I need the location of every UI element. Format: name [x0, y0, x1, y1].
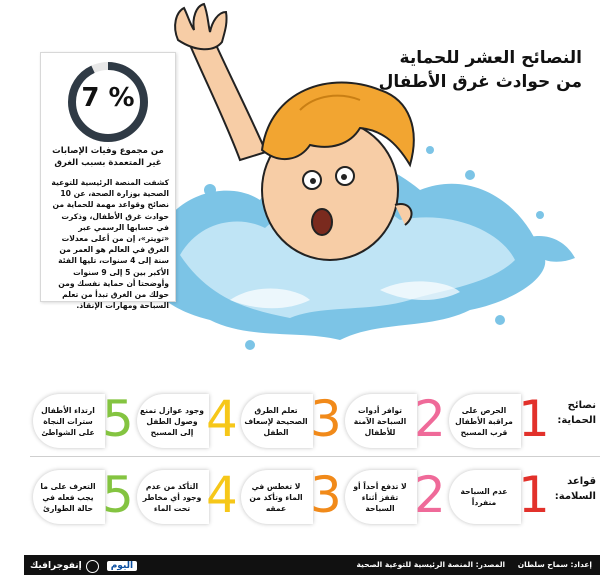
tip-card [241, 388, 342, 452]
tip-number: 5 [102, 466, 134, 524]
tip-number: 4 [206, 466, 238, 524]
tip-number: 1 [518, 466, 550, 524]
tip-card [33, 464, 134, 528]
tip-text: التأكد من عدم وجود أي مخاطر تحت الماء [142, 481, 202, 513]
tip-number: 3 [310, 466, 342, 524]
tip-card [345, 464, 446, 528]
percentage-ring [65, 59, 151, 145]
percentage-value: 7 % [81, 83, 135, 113]
tip-number: 2 [414, 466, 446, 524]
tip-text: الحرص على مراقبة الأطفال قرب المسبح [455, 405, 513, 437]
title-line-2: من حوادث غرق الأطفال [378, 72, 582, 92]
tip-number: 1 [518, 390, 550, 448]
tip-text: التعرف على ما يجب فعله في حالة الطوارئ [40, 481, 96, 513]
section-label: قواعد السلامة: [554, 476, 596, 502]
raised-arm [175, 4, 266, 160]
credits [346, 560, 592, 569]
tip-number: 5 [102, 390, 134, 448]
tip-card [137, 464, 238, 528]
protection-tips-section [30, 382, 600, 458]
brand-subtitle: إنفوجرافيك [30, 561, 82, 571]
title-line-1: النصائح العشر للحماية [399, 48, 582, 68]
tip-text: لا تدفع أحداً أو تقفز أثناء السباحة [353, 481, 407, 513]
tip-text: توافر أدوات السباحة الآمنة للأطفال [353, 405, 407, 437]
tip-text: تعلم الطرق الصحيحة لإسعاف الطفل [244, 405, 308, 437]
tip-text: وجود عوازل تمنع وصول الطفل إلى المسبح [140, 405, 204, 437]
footer [24, 553, 600, 579]
safety-rules-section [30, 458, 600, 534]
tip-text: عدم السباحة منفرداً [460, 487, 508, 507]
stat-panel [40, 52, 176, 311]
tip-number: 2 [414, 390, 446, 448]
section-label: نصائح الحماية: [557, 400, 596, 426]
tip-text: ارتداء الأطفال سترات النجاة على الشواطئ [41, 405, 95, 437]
tip-card [137, 388, 238, 452]
tip-card [33, 388, 134, 452]
stat-caption: من مجموع وفيات الإصابات غير المتعمدة بسبب الغرق [52, 146, 164, 168]
tip-card [449, 388, 550, 452]
brand-name: اليوم [107, 561, 137, 571]
preparer-credit: إعداد: سماح سلطان [517, 560, 592, 569]
tip-number: 3 [310, 390, 342, 448]
brand-circle-icon [86, 560, 99, 573]
tip-card [345, 388, 446, 452]
tip-text: لا تغطس في الماء وتأكد من عمقه [249, 481, 303, 513]
source-credit: المصدر: المنصة الرئيسية للتوعية الصحية [356, 560, 506, 569]
tip-number: 4 [206, 390, 238, 448]
tip-card [241, 464, 342, 528]
page-title [352, 46, 582, 94]
section-divider [30, 456, 600, 457]
brand-logo [30, 558, 137, 574]
stat-description: كشفت المنصة الرئيسية للتوعية الصحية بوزارة الصحة، عن 10 نصائح وقواعد مهمة للحماية من حوادث غرق الأطفال، وذكرت في حسابها الرسمي عبر «تويتر»، إن من أعلى معدلات الغرق في العالم هو العمر من سنة إلى 4 سنوات، تليها الفئة الأكبر بين 5 إلى 9 سنوات وأوضحتا أن حماية نفسك ومن حولك من الغرق تبدأ من تعلم السباحة ومهارات الإنقاذ. [51, 178, 169, 311]
tip-card [449, 464, 550, 528]
footer-bar [24, 555, 600, 575]
